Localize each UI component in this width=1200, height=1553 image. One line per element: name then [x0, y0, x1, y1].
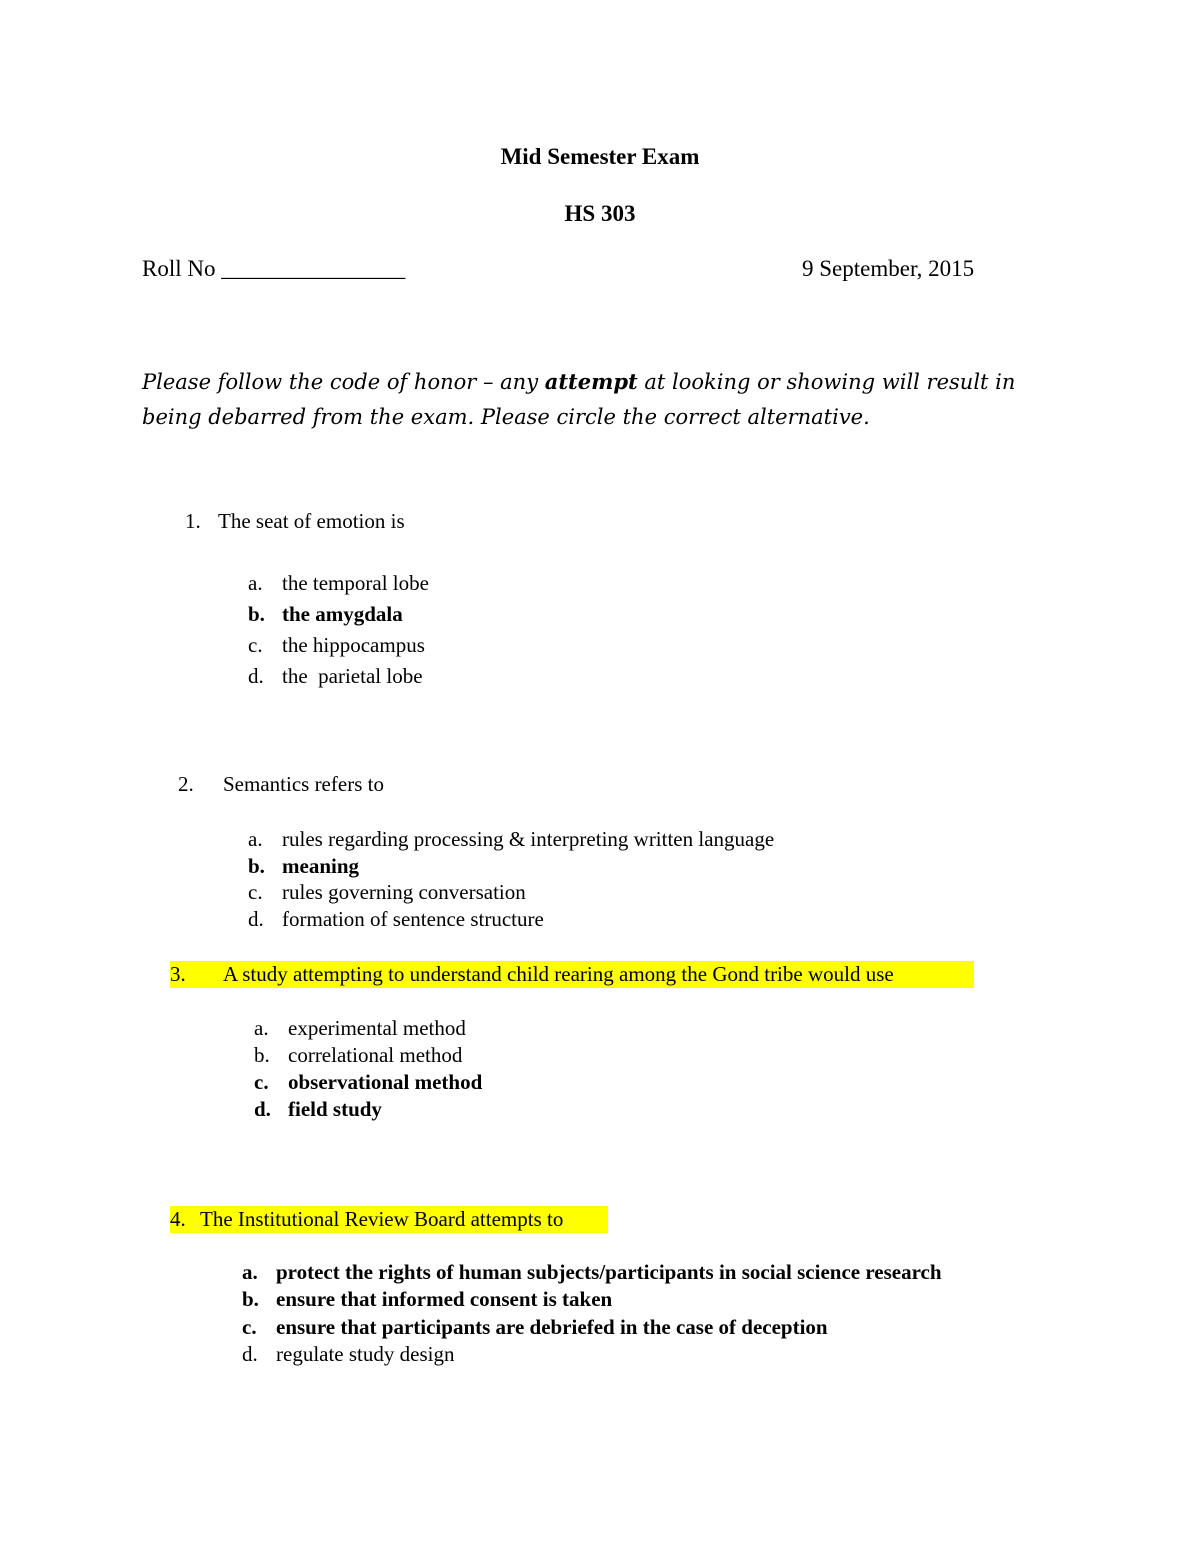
question-1 [185, 509, 405, 534]
roll-number-blank: ________________ [221, 256, 406, 281]
option-text: rules governing conversation [282, 880, 526, 904]
option-2c[interactable] [248, 880, 526, 905]
option-text: experimental method [288, 1016, 466, 1040]
exam-date: 9 September, 2015 [802, 256, 975, 281]
option-marker: d. [248, 664, 264, 688]
option-text: regulate study design [276, 1342, 455, 1366]
option-text: ensure that informed consent is taken [276, 1287, 613, 1311]
question-text: A study attempting to understand child rearing among the Gond tribe would use [223, 962, 894, 986]
option-text: the amygdala [282, 602, 403, 626]
option-marker: d. [248, 907, 264, 931]
question-text: Semantics refers to [223, 772, 384, 796]
option-1b[interactable] [248, 602, 403, 627]
instructions-text: at looking or showing will result in [637, 370, 1016, 394]
option-marker: c. [242, 1315, 257, 1339]
option-marker: a. [248, 571, 263, 595]
option-text: the temporal lobe [282, 571, 429, 595]
option-marker: b. [254, 1043, 270, 1067]
option-text: ensure that participants are debriefed in the case of deception [276, 1315, 828, 1339]
instructions-text: Please follow the code of honor – any [142, 370, 545, 394]
question-number: 4. [170, 1207, 186, 1231]
option-4c[interactable] [242, 1315, 828, 1340]
option-2b[interactable] [248, 854, 360, 879]
question-4 [170, 1206, 608, 1233]
option-marker: b. [248, 602, 265, 626]
option-1a[interactable] [248, 571, 429, 596]
course-code: HS 303 [564, 201, 636, 226]
option-2d[interactable] [248, 907, 544, 932]
option-text: protect the rights of human subjects/participants in social science research [276, 1260, 942, 1284]
question-text: The Institutional Review Board attempts to [200, 1207, 564, 1231]
question-number: 3. [170, 962, 186, 986]
question-3 [170, 961, 974, 988]
option-text: meaning [282, 854, 360, 878]
question-2 [178, 772, 384, 797]
option-marker: b. [242, 1287, 259, 1311]
option-marker: a. [242, 1260, 258, 1284]
option-4a[interactable] [242, 1260, 942, 1285]
option-text: the parietal lobe [282, 664, 423, 688]
option-marker: c. [248, 633, 263, 657]
option-4d[interactable] [242, 1342, 455, 1367]
option-marker: c. [254, 1070, 269, 1094]
option-3d[interactable] [254, 1097, 382, 1122]
option-3a[interactable] [254, 1016, 466, 1041]
option-3c[interactable] [254, 1070, 483, 1095]
option-3b[interactable] [254, 1043, 463, 1068]
option-text: rules regarding processing & interpreting written language [282, 827, 775, 851]
question-number: 2. [178, 772, 194, 796]
option-2a[interactable] [248, 827, 775, 852]
instructions-line-1 [142, 369, 1015, 394]
option-text: the hippocampus [282, 633, 425, 657]
option-text: field study [288, 1097, 382, 1121]
option-marker: a. [254, 1016, 269, 1040]
option-text: formation of sentence structure [282, 907, 544, 931]
instructions-line-2: being debarred from the exam. Please circle the correct alternative. [142, 405, 870, 429]
option-marker: a. [248, 827, 263, 851]
option-text: correlational method [288, 1043, 463, 1067]
option-4b[interactable] [242, 1287, 613, 1312]
question-text: The seat of emotion is [218, 509, 405, 533]
roll-number-line [142, 256, 405, 282]
option-1c[interactable] [248, 633, 425, 658]
option-marker: c. [248, 880, 263, 904]
roll-number-label: Roll No [142, 256, 216, 281]
exam-title: Mid Semester Exam [500, 144, 700, 169]
question-number: 1. [185, 509, 201, 533]
option-marker: d. [242, 1342, 258, 1366]
instructions-emphasis: attempt [544, 369, 638, 394]
option-marker: b. [248, 854, 265, 878]
option-text: observational method [288, 1070, 483, 1094]
option-1d[interactable] [248, 664, 423, 689]
option-marker: d. [254, 1097, 271, 1121]
